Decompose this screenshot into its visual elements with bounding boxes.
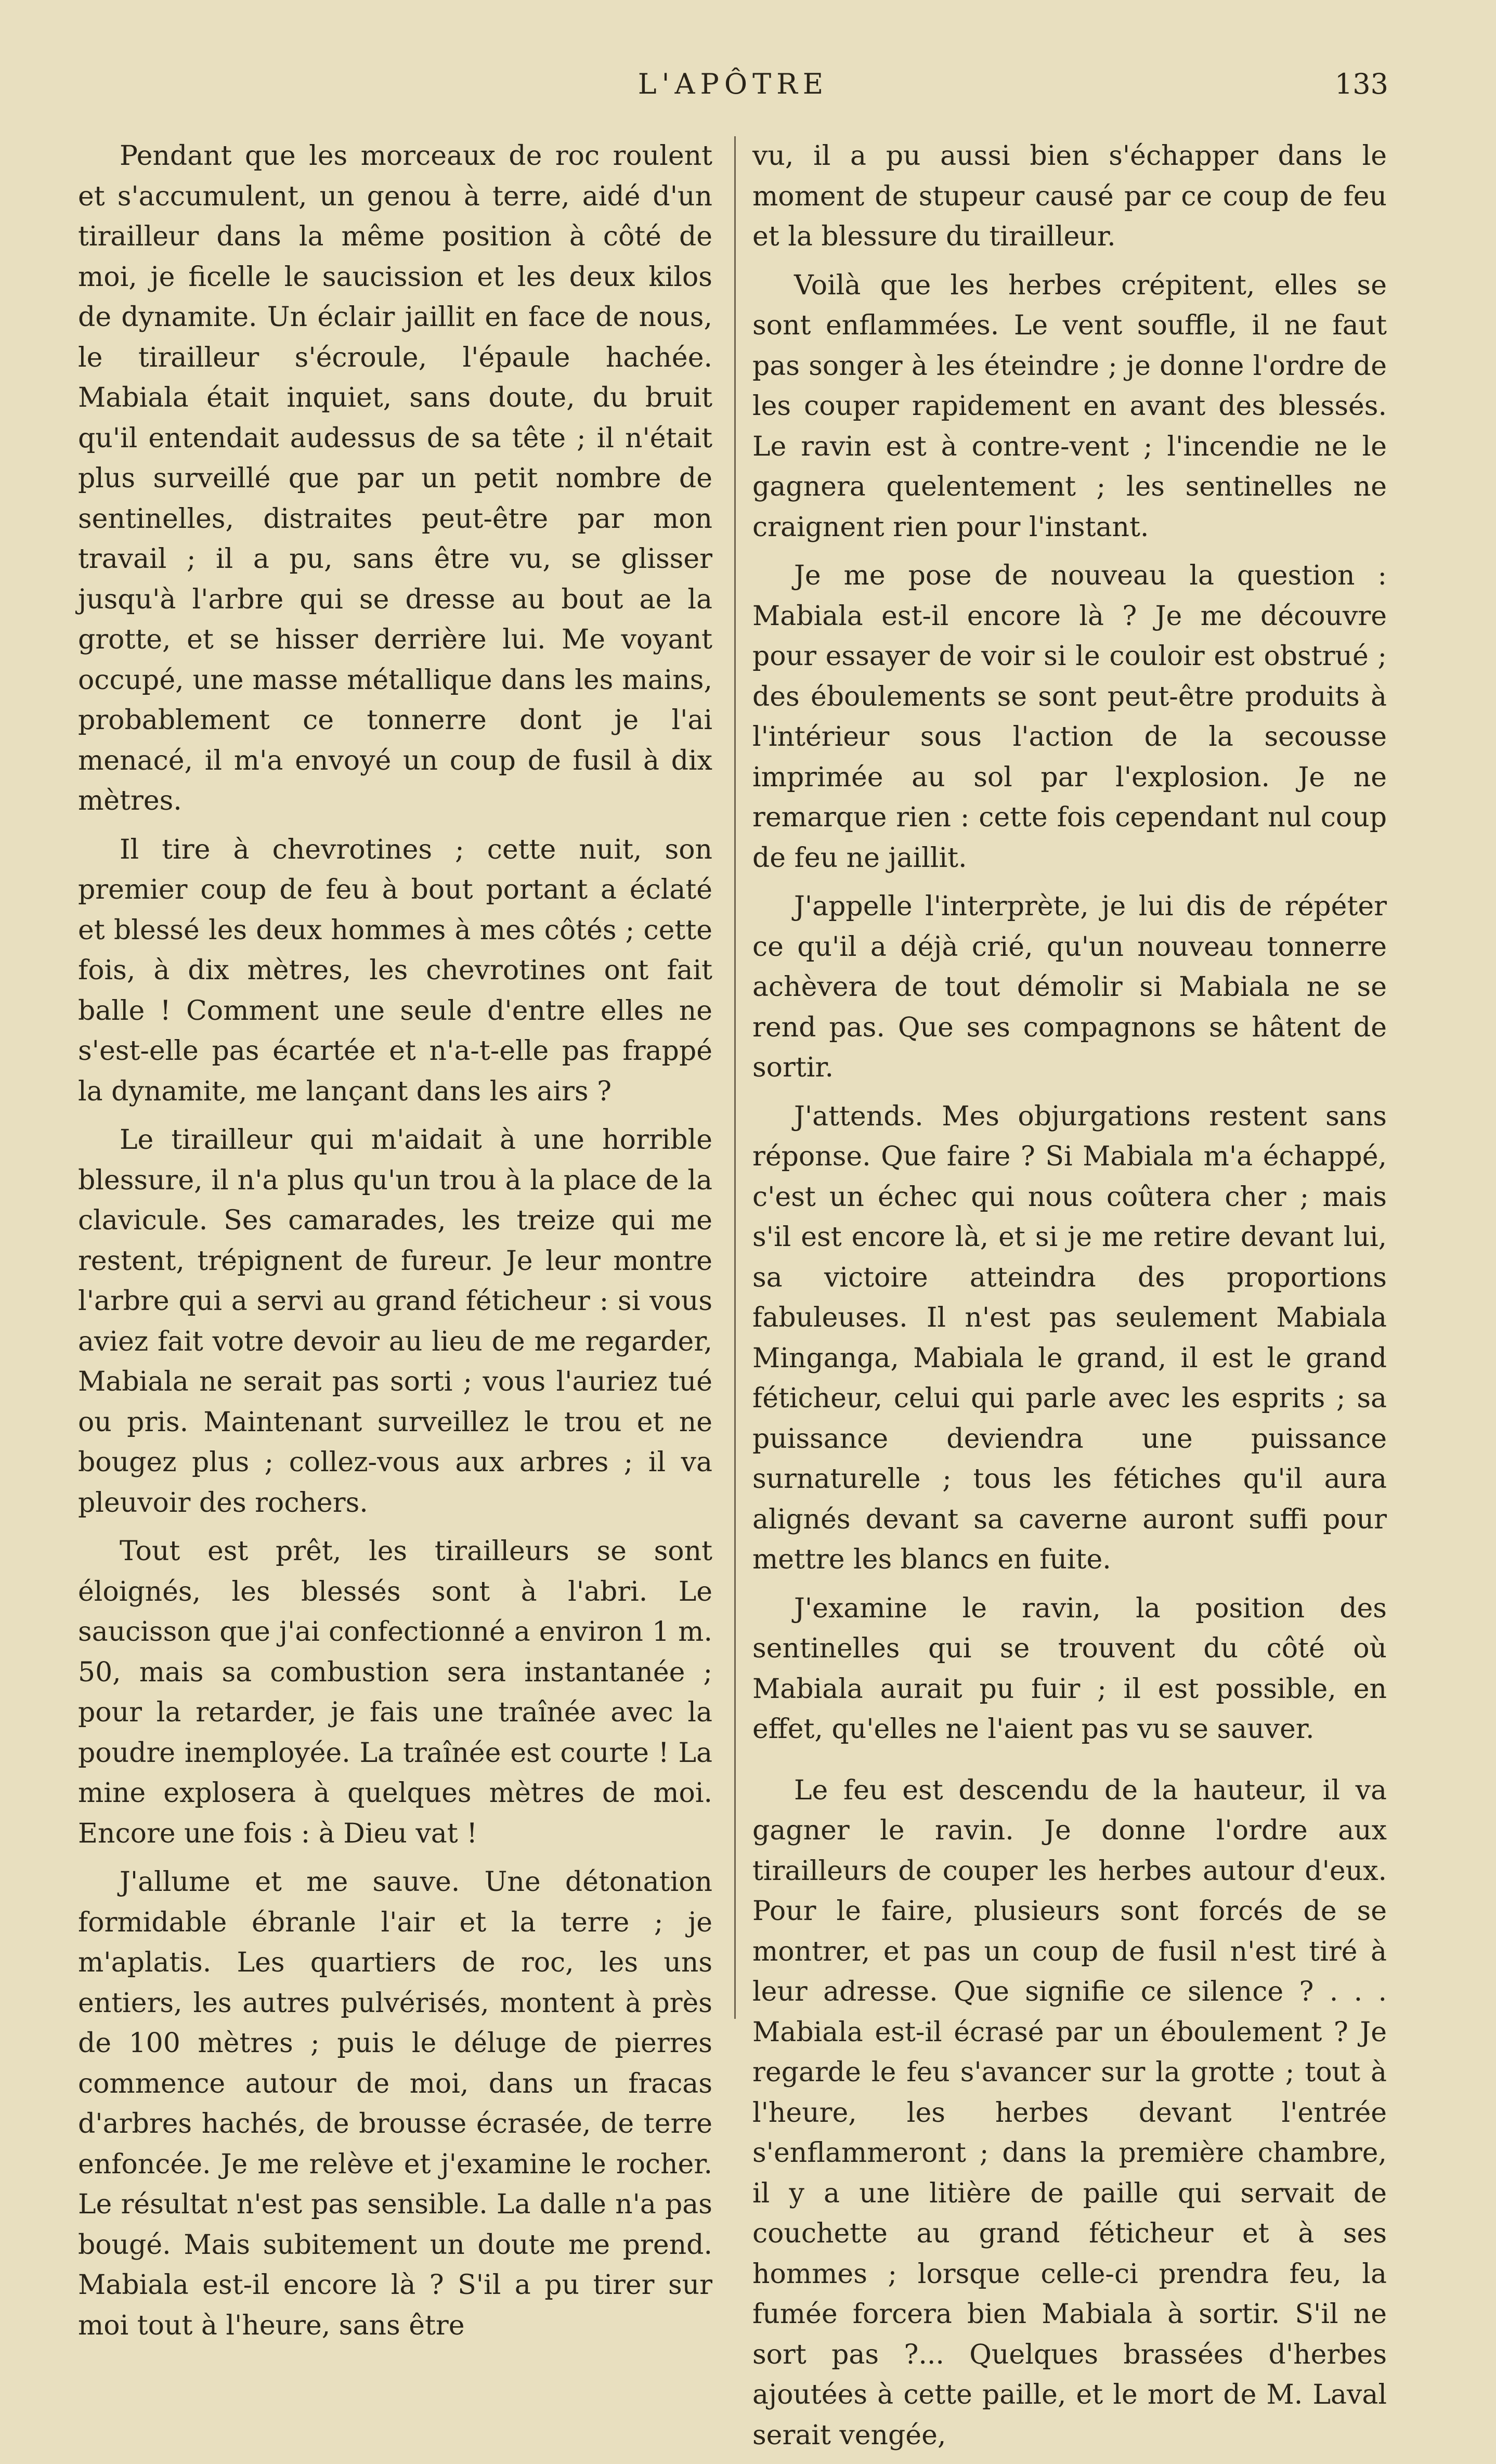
- paragraph: J'appelle l'interprète, je lui dis de répéter ce qu'il a déjà crié, qu'un nouveau tonnerre achèvera de tout démolir si Mabiala ne se rend pas. Que ses compagnons se hâtent de sortir.: [752, 891, 1387, 1083]
- paragraph: Tout est prêt, les tirailleurs se sont éloignés, les blessés sont à l'abri. Le saucisson que j'ai confectionné a environ 1 m. 50, mais sa combustion sera instantanée ; pour la retarder, je fais une traînée avec la poudre inemployée. La traînée est courte ! La mine explosera à quelques mètres de moi. Encore une fois : à Dieu vat !: [78, 1536, 712, 1849]
- paragraph: Je me pose de nouveau la question : Mabiala est-il encore là ? Je me découvre pour essayer de voir si le couloir est obstrué ; des éboulements se sont peut-être produits à l'intérieur sous l'action de la secousse imprimée au sol par l'explosion. Je ne remarque rien : cette fois cependant nul coup de feu ne jaillit.: [752, 560, 1387, 874]
- paragraph: Voilà que les herbes crépitent, elles se sont enflammées. Le vent souffle, il ne faut pas songer à les éteindre ; je donne l'ordre de les couper rapidement en avant des blessés. Le ravin est à contre-vent ; l'incendie ne le gagnera quelentement ; les sentinelles ne craignent rien pour l'instant.: [752, 269, 1387, 543]
- page-number: 133: [1334, 68, 1388, 100]
- paragraph: Il tire à chevrotines ; cette nuit, son premier coup de feu à bout portant a éclaté et blessé les deux hommes à mes côtés ; cette fois, à dix mètres, les chevrotines ont fait balle ! Comment une seule d'entre elles ne s'est-elle pas écartée et n'a-t-elle pas frappé la dynamite, me lançant dans les airs ?: [78, 834, 712, 1107]
- left-column: [78, 136, 712, 2354]
- right-column: [752, 136, 1387, 2464]
- paragraph: J'examine le ravin, la position des sentinelles qui se trouvent du côté où Mabiala aurait pu fuir ; il est possible, en effet, qu'elles ne l'aient pas vu se sauver.: [752, 1592, 1387, 1745]
- paragraph: Pendant que les morceaux de roc roulent et s'accumulent, un genou à terre, aidé d'un tirailleur dans la même position à côté de moi, je ficelle le saucission et les deux kilos de dynamite. Un éclair jaillit en face de nous, le tirailleur s'écroule, l'épaule hachée. Mabiala était inquiet, sans doute, du bruit qu'il entendait audessus de sa tête ; il n'était plus surveillé que par un petit nombre de sentinelles, distraites peut-être par mon travail ; il a pu, sans être vu, se glisser jusqu'à l'arbre qui se dresse au bout ae la grotte, et se hisser derrière lui. Me voyant occupé, une masse métallique dans les mains, probablement ce tonnerre dont je l'ai menacé, il m'a envoyé un coup de fusil à dix mètres.: [78, 140, 712, 816]
- paragraph: J'allume et me sauve. Une détonation formidable ébranle l'air et la terre ; je m'aplatis. Les quartiers de roc, les uns entiers, les autres pulvérisés, montent à près de 100 mètres ; puis le déluge de pierres commence autour de moi, dans un fracas d'arbres hachés, de brousse écrasée, de terre enfoncée. Je me relève et j'examine le rocher. Le résultat n'est pas sensible. La dalle n'a pas bougé. Mais subitement un doute me prend. Mabiala est-il encore là ? S'il a pu tirer sur moi tout à l'heure, sans être: [78, 1866, 712, 2341]
- paragraph: Le feu est descendu de la hauteur, il va gagner le ravin. Je donne l'ordre aux tirailleurs de couper les herbes autour d'eux. Pour le faire, plusieurs sont forcés de se montrer, et pas un coup de fusil n'est tiré à leur adresse. Que signifie ce silence ? . . . Mabiala est-il écrasé par un éboulement ? Je regarde le feu s'avancer sur la grotte ; tout à l'heure, les herbes devant l'entrée s'enflammeront ; dans la première chambre, il y a une litière de paille qui servait de couchette au grand féticheur et à ses hommes ; lorsque celle-ci prendra feu, la fumée forcera bien Mabiala à sortir. S'il ne sort pas ?... Quelques brassées d'herbes ajoutées à cette paille, et le mort de M. Laval serait vengée,: [752, 1774, 1387, 2451]
- paragraph: Le tirailleur qui m'aidait à une horrible blessure, il n'a plus qu'un trou à la place de la clavicule. Ses camarades, les treize qui me restent, trépignent de fureur. Je leur montre l'arbre qui a servi au grand féticheur : si vous aviez fait votre devoir au lieu de me regarder, Mabiala ne serait pas sorti ; vous l'auriez tué ou pris. Maintenant surveillez le trou et ne bougez plus ; collez-vous aux arbres ; il va pleuvoir des rochers.: [78, 1124, 712, 1519]
- paragraph: J'attends. Mes objurgations restent sans réponse. Que faire ? Si Mabiala m'a échappé, c'est un échec qui nous coûtera cher ; mais s'il est encore là, et si je me retire devant lui, sa victoire atteindra des proportions fabuleuses. Il n'est pas seulement Mabiala Minganga, Mabiala le grand, il est le grand féticheur, celui qui parle avec les esprits ; sa puissance deviendra une puissance surnaturelle ; tous les fétiches qu'il aura alignés devant sa caverne auront suffi pour mettre les blancs en fuite.: [752, 1100, 1387, 1575]
- paragraph-continued: vu, il a pu aussi bien s'échapper dans le moment de stupeur causé par ce coup de feu et la blessure du tirailleur.: [752, 140, 1387, 252]
- page-header: [78, 62, 1388, 109]
- column-divider: [734, 136, 736, 2019]
- running-title: L'APÔTRE: [638, 68, 829, 100]
